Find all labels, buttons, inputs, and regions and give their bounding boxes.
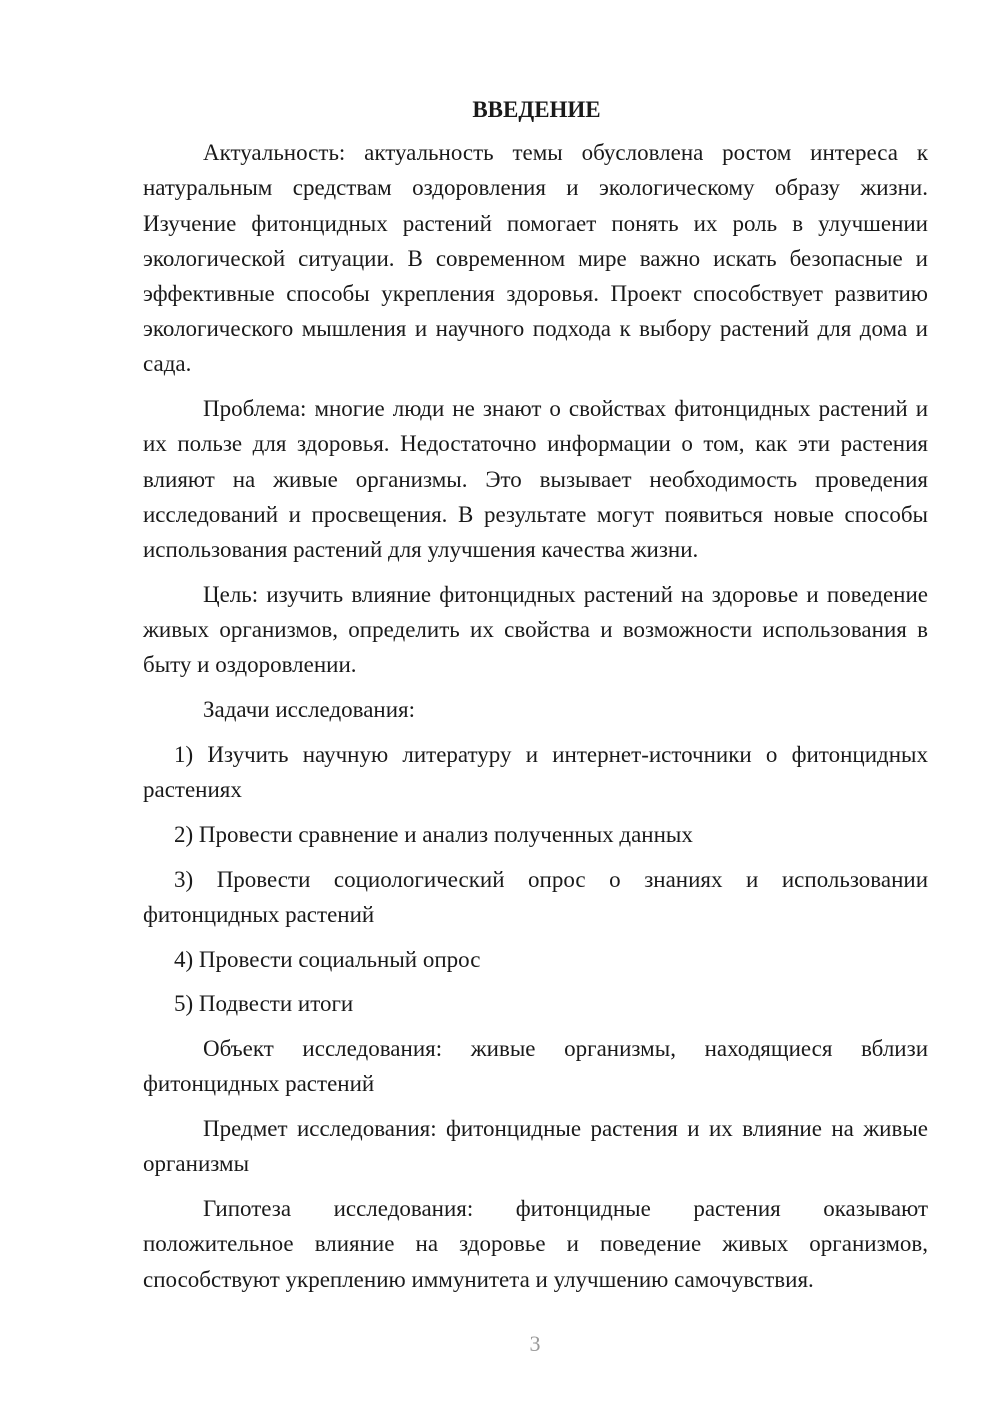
object-paragraph: Объект исследования: живые организмы, находящиеся вблизи фитонцидных растений <box>143 1036 928 1097</box>
goal-paragraph: Цель: изучить влияние фитонцидных растений на здоровье и поведение живых организмов, определить их свойства и возможности использования в быту и оздоровлении. <box>143 581 928 678</box>
relevance-paragraph: Актуальность: актуальность темы обусловлена ростом интереса к натуральным средствам оздоровления и экологическому образу жизни. Изучение фитонцидных растений помогает понять их роль в улучшении экологической ситуации. В современном мире важно искать безопасные и эффективные способы укрепления здоровья. Проект способствует развитию экологического мышления и научного подхода к выбору растений для дома и сада. <box>143 140 928 377</box>
tasks-heading: Задачи исследования: <box>203 697 416 723</box>
task-item: 5) Подвести итоги <box>174 991 354 1017</box>
task-item: 4) Провести социальный опрос <box>174 946 481 972</box>
task-item: 1) Изучить научную литературу и интернет-источники о фитонцидных растениях <box>143 741 928 803</box>
hypothesis-paragraph: Гипотеза исследования: фитонцидные растения оказывают положительное влияние на здоровье и поведение живых организмов, способствуют укреплению иммунитета и улучшению самочувствия. <box>143 1196 928 1292</box>
task-item: 2) Провести сравнение и анализ полученных данных <box>174 821 693 847</box>
subject-paragraph: Предмет исследования: фитонцидные растения и их влияние на живые организмы <box>143 1116 928 1177</box>
page-content <box>143 92 928 1306</box>
problem-paragraph: Проблема: многие люди не знают о свойствах фитонцидных растений и их пользе для здоровья. Недостаточно информации о том, как эти растения влияют на живые организмы. Это вызывает необходимость проведения исследований и просвещения. В результате могут появиться новые способы использования растений для улучшения качества жизни. <box>143 396 928 563</box>
section-title: ВВЕДЕНИЕ <box>472 97 601 122</box>
task-item: 3) Провести социологический опрос о знаниях и использовании фитонцидных растений <box>143 866 928 927</box>
page-number: 3 <box>529 1331 541 1356</box>
